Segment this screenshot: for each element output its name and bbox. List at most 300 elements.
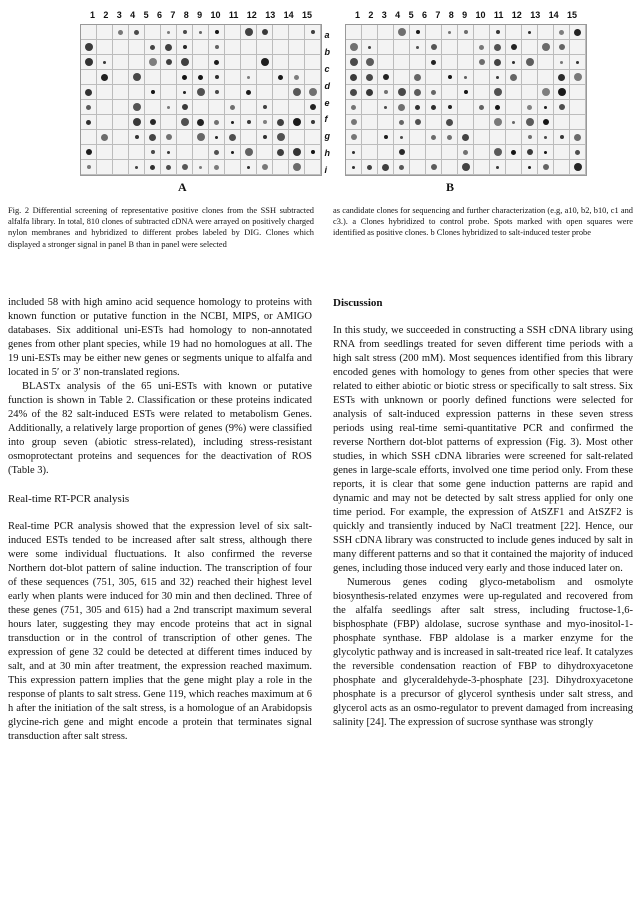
blot-cell [113, 160, 129, 175]
blot-spot [543, 164, 549, 170]
blot-cell [522, 115, 538, 130]
blot-spot [399, 120, 404, 125]
blot-cell [273, 85, 289, 100]
blot-cell [289, 160, 305, 175]
blot-spot [496, 30, 500, 34]
blot-cell [81, 40, 97, 55]
blot-spot [431, 90, 436, 95]
blot-cell [426, 130, 442, 145]
blot-cell [458, 100, 474, 115]
column-number: 9 [462, 10, 468, 20]
blot-cell [177, 115, 193, 130]
blot-cell [506, 25, 522, 40]
blot-spot [215, 136, 218, 139]
blot-spot [166, 165, 171, 170]
blot-cell [193, 40, 209, 55]
blot-cell [273, 25, 289, 40]
blot-cell [442, 25, 458, 40]
paragraph: BLASTx analysis of the 65 uni-ESTs with known or putative function is shown in Table 2. Classification or these proteins indicated 24% of the 82 salt-induced ESTs were related to metabolism Genes. Additionally, a relatively large proportion of genes (9%) were classified into group seven (abiotic stress-related), including stress-resistant osmoprotectant proteins and sequences for the deactivation of ROS (Table 3). [8, 381, 312, 476]
blot-cell [305, 40, 321, 55]
blot-cell [225, 85, 241, 100]
blot-cell [209, 130, 225, 145]
blot-spot [431, 164, 437, 170]
blot-cell [506, 70, 522, 85]
blot-cell [273, 70, 289, 85]
blot-cell [257, 130, 273, 145]
blot-cell [394, 130, 410, 145]
blot-spot [151, 150, 155, 154]
blot-cell [554, 25, 570, 40]
blot-cell [538, 40, 554, 55]
blot-cell [289, 40, 305, 55]
blot-cell [289, 100, 305, 115]
row-letter: d [324, 80, 330, 91]
blot-cell [193, 130, 209, 145]
blot-spot [496, 166, 499, 169]
blot-cell [241, 85, 257, 100]
blot-spot [134, 30, 139, 35]
blot-cell [305, 100, 321, 115]
blot-cell [458, 115, 474, 130]
blot-cell [257, 25, 273, 40]
blot-cell [97, 40, 113, 55]
blot-cell [273, 130, 289, 145]
blot-cell [378, 115, 394, 130]
blot-cell [145, 70, 161, 85]
blot-cell [129, 40, 145, 55]
blot-spot [382, 164, 389, 171]
blot-cell [305, 145, 321, 160]
blot-cell [394, 55, 410, 70]
blot-spot [559, 30, 564, 35]
blot-cell [113, 70, 129, 85]
blot-cell [161, 130, 177, 145]
paragraph: Real-time PCR analysis showed that the expression level of six salt-induced ESTs tended to be increased after salt stress, although there were some individual fluctuations. It also confirmed the reverse Northern dot-blot pattern of saline induction. The transcription of four of these sequences (751, 305, 615 and 32) reached their highest level early when plants were induced for 30 min and then declined. Three of these genes (751, 305 and 615) had a 2nd transcript maximum several hours later, suggesting they may encode proteins that act in signal transduction or in the control of transcription of other genes. The expression of gene 32 could be detected at different times induced by salt, and at 30 min after treatment, the expression reached maximum. This expression pattern implies that the gene might play a role in the response of plants to salt stress. Gene 119, which reaches maximum at 6 h after the initiation of the salt stress, is a homologue of an Arabidopsis glycine-rich gene and might encode a protein that terminates signal transduction after salt stress. [8, 521, 312, 742]
blot-spot [87, 165, 91, 169]
blot-cell [257, 70, 273, 85]
column-number: 13 [265, 10, 276, 20]
blot-spot [167, 31, 170, 34]
blot-cell [522, 55, 538, 70]
blot-spot [182, 104, 188, 110]
blot-cell [97, 145, 113, 160]
blot-spot [415, 105, 420, 110]
blot-cell [362, 70, 378, 85]
blot-spot [558, 74, 565, 81]
blot-cell [257, 115, 273, 130]
blot-cell [97, 25, 113, 40]
blot-spot [350, 89, 357, 96]
blot-spot [384, 106, 387, 109]
blot-cell [442, 70, 458, 85]
blot-cell [506, 160, 522, 175]
blot-spot [118, 30, 123, 35]
blot-cell [209, 100, 225, 115]
blot-cell [241, 55, 257, 70]
blot-cell [177, 100, 193, 115]
column-number: 11 [493, 10, 504, 20]
figure-2 [0, 0, 640, 200]
blot-cell [490, 70, 506, 85]
blot-cell [225, 115, 241, 130]
blot-cell [554, 70, 570, 85]
blot-cell [554, 85, 570, 100]
blot-cell [474, 130, 490, 145]
blot-cell [522, 85, 538, 100]
blot-cell [273, 160, 289, 175]
column-number: 11 [228, 10, 239, 20]
blot-spot [560, 135, 564, 139]
blot-spot [229, 134, 236, 141]
blot-cell [257, 40, 273, 55]
blot-spot [246, 90, 251, 95]
blot-spot [496, 76, 499, 79]
column-number: 7 [435, 10, 441, 20]
blot-cell [394, 85, 410, 100]
blot-cell [570, 100, 586, 115]
blot-cell [410, 70, 426, 85]
blot-cell [346, 160, 362, 175]
blot-cell [145, 40, 161, 55]
blot-cell [241, 25, 257, 40]
panel-b-label: B [446, 180, 455, 194]
blot-cell [225, 160, 241, 175]
blot-cell [570, 145, 586, 160]
blot-spot [560, 61, 563, 64]
blot-cell [241, 100, 257, 115]
blot-spot [384, 90, 388, 94]
blot-cell [273, 55, 289, 70]
blot-cell [241, 145, 257, 160]
row-letter: g [324, 131, 330, 142]
blot-spot [167, 106, 170, 109]
blot-spot [351, 134, 357, 140]
blot-cell [177, 145, 193, 160]
blot-cell [474, 85, 490, 100]
blot-spot [463, 150, 468, 155]
blot-spot [526, 58, 534, 66]
blot-spot [103, 61, 106, 64]
blot-spot [400, 136, 403, 139]
blot-cell [113, 85, 129, 100]
blot-cell [490, 40, 506, 55]
blot-cell [426, 115, 442, 130]
right-text-column [333, 296, 633, 730]
blot-cell [145, 100, 161, 115]
row-letter: i [324, 165, 328, 175]
blot-spot [214, 165, 219, 170]
blot-cell [257, 55, 273, 70]
blot-spot [311, 150, 315, 154]
blot-spot [464, 30, 468, 34]
blot-spot [494, 88, 502, 96]
blot-cell [362, 130, 378, 145]
blot-cell [113, 40, 129, 55]
blot-spot [231, 151, 234, 154]
blot-spot [149, 58, 157, 66]
blot-spot [293, 148, 301, 156]
blot-cell [554, 130, 570, 145]
blot-spot [247, 76, 250, 79]
blot-spot [149, 134, 156, 141]
blot-spot [181, 58, 189, 66]
blot-spot [510, 74, 517, 81]
blot-cell [394, 160, 410, 175]
dot-blot-membrane-b [345, 24, 587, 176]
column-numbers [355, 10, 577, 22]
blot-spot [398, 104, 405, 111]
blot-spot [542, 88, 550, 96]
blot-cell [490, 130, 506, 145]
blot-cell [410, 115, 426, 130]
blot-spot [527, 105, 532, 110]
blot-spot [214, 60, 219, 65]
blot-cell [474, 100, 490, 115]
blot-cell [97, 115, 113, 130]
blot-cell [289, 70, 305, 85]
figure-caption-left: Fig. 2 Differential screening of representative positive clones from the SSH subtracted alfalfa library. In total, 810 clones of subtracted cDNA were arrayed on positively charged nylon membranes and hybridized to different probes labeled by DIG. Clones which displayed a stronger signal in panel B than in panel were selected [8, 206, 314, 249]
blot-cell [81, 85, 97, 100]
blot-spot [214, 150, 219, 155]
row-letter: f [324, 114, 328, 125]
blot-spot [431, 135, 436, 140]
blot-spot [431, 44, 437, 50]
blot-spot [350, 58, 358, 66]
column-number: 14 [283, 10, 294, 20]
row-letter: h [324, 148, 330, 159]
blot-spot [366, 58, 374, 66]
blot-spot [527, 149, 533, 155]
left-text-column [8, 296, 312, 744]
blot-spot [479, 59, 485, 65]
blot-cell [161, 70, 177, 85]
blot-spot [311, 30, 315, 34]
blot-cell [554, 145, 570, 160]
blot-cell [81, 145, 97, 160]
blot-cell [225, 130, 241, 145]
blot-cell [145, 130, 161, 145]
blot-spot [367, 165, 372, 170]
column-number: 15 [566, 10, 577, 20]
blot-cell [538, 145, 554, 160]
blot-cell [81, 100, 97, 115]
blot-spot [101, 134, 108, 141]
blot-cell [394, 145, 410, 160]
blot-cell [362, 85, 378, 100]
blot-spot [351, 119, 357, 125]
blot-cell [257, 160, 273, 175]
blot-cell [145, 85, 161, 100]
blot-cell [81, 55, 97, 70]
blot-cell [490, 85, 506, 100]
column-number: 8 [183, 10, 189, 20]
blot-cell [458, 55, 474, 70]
blot-cell [378, 130, 394, 145]
blot-cell [305, 85, 321, 100]
blot-cell [177, 160, 193, 175]
blot-cell [346, 55, 362, 70]
blot-cell [145, 25, 161, 40]
blot-spot [183, 91, 186, 94]
blot-spot [135, 166, 138, 169]
blot-spot [431, 105, 436, 110]
blot-cell [289, 85, 305, 100]
blot-spot [197, 88, 205, 96]
blot-cell [81, 25, 97, 40]
blot-cell [522, 160, 538, 175]
blot-cell [177, 55, 193, 70]
row-letter: a [324, 30, 330, 40]
blot-cell [346, 100, 362, 115]
blot-cell [193, 25, 209, 40]
blot-spot [431, 60, 436, 65]
paragraph: In this study, we succeeded in constructing a SSH cDNA library using RNA from seedlings treated for seven different time periods with a high salt stress (200 mM). Most sequences identified from this library encoded genes with homology to genes from other species that were related to either abiotic or biotic stress or specifically to salt stress. Six ESTs with unknown or poorly defined functions were selected for analysis of salt-induced expression patterns in these seven stress periods using real-time semi-quantitative PCR and confirmed the reverse Northern dot-blot patterns of expression (Fig. 3). Most other studies, in which SSH cDNA libraries were screened for salt-related genes in large-scale efforts, involved one time period only. From these reports, it is clear that some gene induction patterns are rapid and dynamic and may not be detected by salt stress applied for only one time period. For example, the expression of AtSZF1 and AtSZF2 is quickly and transiently induced by NaCl treatment [22]. Hence, our SSH cDNA library was constructed to include genes induced by salt in many different patterns and so that it contained the majority of induced genes, including those induced very early and those induced later on. [333, 325, 633, 574]
blot-spot [310, 104, 316, 110]
blot-cell [209, 70, 225, 85]
blot-cell [378, 145, 394, 160]
blot-cell [474, 40, 490, 55]
blot-cell [346, 40, 362, 55]
blot-spot [247, 166, 250, 169]
blot-cell [129, 100, 145, 115]
blot-spot [574, 73, 582, 81]
blot-cell [506, 40, 522, 55]
blot-spot [135, 135, 139, 139]
blot-cell [474, 160, 490, 175]
column-number: 1 [90, 10, 96, 20]
blot-spot [576, 61, 579, 64]
blot-spot [214, 120, 219, 125]
blot-spot [183, 45, 187, 49]
blot-spot [351, 105, 356, 110]
blot-cell [442, 160, 458, 175]
blot-cell [474, 55, 490, 70]
blot-cell [273, 100, 289, 115]
column-number: 2 [103, 10, 109, 20]
blot-cell [538, 100, 554, 115]
blot-spot [215, 30, 219, 34]
blot-cell [410, 40, 426, 55]
blot-cell [490, 100, 506, 115]
blot-cell [113, 25, 129, 40]
row-letter: e [324, 97, 330, 108]
blot-cell [442, 40, 458, 55]
blot-spot [479, 105, 484, 110]
blot-cell [506, 85, 522, 100]
blot-spot [543, 119, 549, 125]
blot-cell [538, 160, 554, 175]
blot-spot [383, 74, 389, 80]
blot-spot [86, 105, 91, 110]
blot-cell [554, 100, 570, 115]
column-number: 2 [368, 10, 374, 20]
blot-cell [113, 145, 129, 160]
blot-spot [215, 75, 219, 79]
blot-spot [464, 76, 467, 79]
blot-cell [442, 85, 458, 100]
blot-cell [113, 100, 129, 115]
blot-spot [231, 121, 234, 124]
blot-spot [261, 58, 269, 66]
blot-cell [570, 40, 586, 55]
blot-cell [289, 55, 305, 70]
blot-spot [511, 44, 517, 50]
blot-cell [378, 25, 394, 40]
blot-cell [410, 130, 426, 145]
blot-cell [161, 55, 177, 70]
blot-cell [97, 100, 113, 115]
blot-cell [81, 130, 97, 145]
blot-spot [262, 29, 268, 35]
blot-spot [151, 90, 155, 94]
blot-cell [410, 55, 426, 70]
blot-spot [464, 90, 468, 94]
blot-cell [161, 25, 177, 40]
blot-cell [362, 160, 378, 175]
blot-cell [410, 100, 426, 115]
blot-cell [362, 40, 378, 55]
blot-cell [362, 145, 378, 160]
blot-cell [554, 40, 570, 55]
blot-spot [446, 119, 453, 126]
blot-cell [145, 160, 161, 175]
blot-cell [426, 160, 442, 175]
blot-spot [199, 166, 202, 169]
blot-cell [161, 100, 177, 115]
column-number: 3 [381, 10, 387, 20]
blot-spot [215, 90, 219, 94]
blot-cell [538, 85, 554, 100]
blot-spot [366, 89, 373, 96]
blot-cell [225, 55, 241, 70]
blot-spot [448, 105, 452, 109]
blot-spot [368, 46, 371, 49]
blot-cell [426, 25, 442, 40]
blot-spot [230, 105, 235, 110]
blot-cell [474, 145, 490, 160]
blot-cell [554, 55, 570, 70]
blot-cell [570, 25, 586, 40]
blot-spot [574, 29, 581, 36]
blot-cell [305, 160, 321, 175]
blot-spot [277, 119, 284, 126]
blot-cell [289, 115, 305, 130]
blot-cell [394, 115, 410, 130]
blot-spot [263, 135, 267, 139]
blot-spot [544, 151, 547, 154]
blot-spot [494, 148, 502, 156]
blot-spot [559, 104, 565, 110]
blot-cell [193, 115, 209, 130]
blot-cell [522, 100, 538, 115]
blot-spot [133, 118, 141, 126]
blot-spot [384, 135, 388, 139]
blot-cell [209, 40, 225, 55]
blot-cell [346, 70, 362, 85]
blot-spot [167, 151, 170, 154]
blot-cell [458, 70, 474, 85]
blot-cell [209, 25, 225, 40]
panel-a [60, 10, 330, 180]
blot-spot [414, 89, 421, 96]
blot-cell [458, 40, 474, 55]
blot-spot [575, 150, 580, 155]
blot-spot [448, 75, 452, 79]
blot-cell [225, 100, 241, 115]
blot-spot [182, 75, 187, 80]
blot-spot [398, 28, 406, 36]
blot-cell [506, 130, 522, 145]
